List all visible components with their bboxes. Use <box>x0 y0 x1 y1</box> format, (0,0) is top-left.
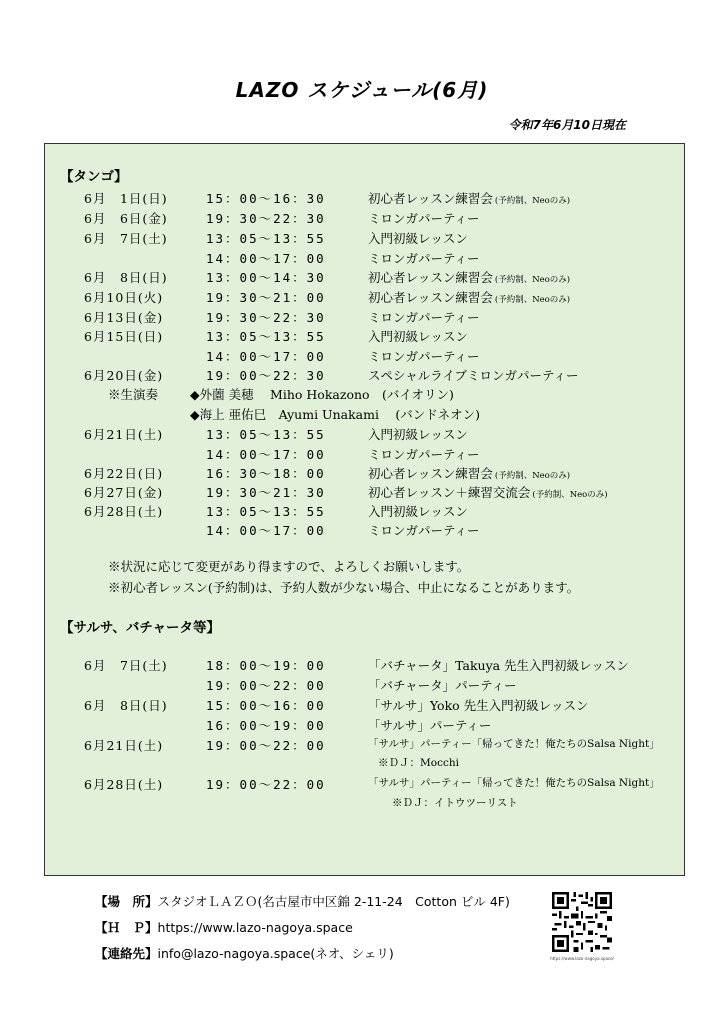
row-date: 6月 7日(土) <box>84 231 168 246</box>
row-date: 6月 1日(日) <box>84 191 168 206</box>
row-time: 19：30〜22：30 <box>206 211 326 226</box>
table-row <box>0 656 724 675</box>
row-event: ミロンガパーティー <box>368 349 480 364</box>
performer-row <box>0 385 724 404</box>
table-row <box>0 676 724 695</box>
row-time: 14：00〜17：00 <box>206 349 326 364</box>
row-time: 19：30〜21：30 <box>206 485 326 500</box>
row-time: 13：05〜13：55 <box>206 427 326 442</box>
table-row <box>0 189 724 208</box>
salsa-heading: 【サルサ、バチャータ等】 <box>60 620 220 636</box>
row-event: 初心者レッスン練習会 (予約制、Neoのみ) <box>368 191 571 206</box>
table-row <box>0 229 724 248</box>
row-time: 15：00〜16：30 <box>206 191 326 206</box>
table-row <box>0 775 724 794</box>
table-row <box>0 327 724 346</box>
row-date: 6月 6日(金) <box>84 211 168 226</box>
row-date: 6月28日(土) <box>84 777 164 792</box>
row-date: 6月21日(土) <box>84 738 164 753</box>
table-row <box>0 736 724 755</box>
row-time: 13：05〜13：55 <box>206 231 326 246</box>
footer-hp <box>95 918 353 936</box>
row-time: 16：30〜18：00 <box>206 466 326 481</box>
hp-link[interactable]: https://www.lazo-nagoya.space <box>157 920 353 935</box>
dj-credit: ※ＤＪ：イトウツーリスト <box>392 797 518 809</box>
row-note: (予約制、Neoのみ) <box>494 196 571 206</box>
performer: ◆外薗 美穂 Miho Hokazono (バイオリン) <box>190 387 454 402</box>
row-date: 6月28日(土) <box>84 504 164 519</box>
row-date: 6月10日(火) <box>84 290 164 305</box>
row-note: (予約制、Neoのみ) <box>494 295 571 305</box>
place-value: スタジオＬＡＺＯ(名古屋市中区錦 2-11-24 Cotton ビル 4F) <box>157 894 510 909</box>
row-event: 入門初級レッスン <box>368 329 468 344</box>
row-event: 「サルサ」Yoko 先生入門初級レッスン <box>368 698 589 713</box>
row-date: 6月 8日(日) <box>84 698 168 713</box>
row-event: 初心者レッスン練習会 (予約制、Neoのみ) <box>368 290 571 305</box>
table-row <box>0 249 724 268</box>
row-event: ミロンガパーティー <box>368 251 480 266</box>
performer-row <box>0 405 724 424</box>
footer-place <box>95 892 510 910</box>
row-date: 6月15日(日) <box>84 329 164 344</box>
qr-code-icon[interactable] <box>552 892 612 952</box>
row-time: 13：05〜13：55 <box>206 329 326 344</box>
row-time: 13：05〜13：55 <box>206 504 326 519</box>
table-row <box>0 502 724 521</box>
row-event: 「バチャータ」パーティー <box>368 678 517 693</box>
row-date: 6月20日(金) <box>84 368 164 383</box>
row-event: 「サルサ」パーティー「帰ってきた！俺たちのSalsa Night」 <box>368 777 660 789</box>
row-event: 入門初級レッスン <box>368 504 468 519</box>
dj-row <box>0 795 724 814</box>
table-row <box>0 209 724 228</box>
row-event: ミロンガパーティー <box>368 447 480 462</box>
row-date: 6月21日(土) <box>84 427 164 442</box>
table-row <box>0 288 724 307</box>
row-event: 「バチャータ」Takuya 先生入門初級レッスン <box>368 658 629 673</box>
row-time: 18：00〜19：00 <box>206 658 326 673</box>
table-row <box>0 308 724 327</box>
row-note: (予約制、Neoのみ) <box>494 471 571 481</box>
row-note: (予約制、Neoのみ) <box>532 490 608 500</box>
row-event: 初心者レッスン練習会 (予約制、Neoのみ) <box>368 270 571 285</box>
performer: ◆海上 亜佑巳 Ayumi Unakami (バンドネオン) <box>190 407 481 422</box>
row-date: 6月 8日(日) <box>84 270 168 285</box>
row-event: 初心者レッスン＋練習交流会 (予約制、Neoのみ) <box>368 485 608 500</box>
row-time: 14：00〜17：00 <box>206 523 326 538</box>
row-time: 19：30〜21：00 <box>206 290 326 305</box>
contact-email[interactable]: info@lazo-nagoya.space(ネオ、シェリ) <box>157 946 394 961</box>
dj-row <box>0 755 724 774</box>
row-time: 19：00〜22：30 <box>206 368 326 383</box>
footer-contact <box>95 944 394 962</box>
table-row <box>0 347 724 366</box>
contact-label: 【連絡先】 <box>95 946 158 961</box>
row-time: 15：00〜16：00 <box>206 698 326 713</box>
table-row <box>0 464 724 483</box>
row-time: 13：00〜14：30 <box>206 270 326 285</box>
performers-label: ※生演奏 <box>108 387 159 402</box>
remark: ※状況に応じて変更があり得ますので、よろしくお願いします。 <box>108 559 470 574</box>
row-time: 19：00〜22：00 <box>206 738 326 753</box>
page-title: LAZO スケジュール(6月) <box>235 78 489 102</box>
hp-label: 【Ｈ Ｐ】 <box>95 920 158 935</box>
row-time: 19：30〜22：30 <box>206 310 326 325</box>
row-event: 入門初級レッスン <box>368 427 468 442</box>
dj-credit: ※ＤＪ：Mocchi <box>378 757 459 769</box>
row-date: 6月 7日(土) <box>84 658 168 673</box>
row-time: 19：00〜22：00 <box>206 777 326 792</box>
table-row <box>0 716 724 735</box>
place-label: 【場 所】 <box>95 894 158 909</box>
row-time: 14：00〜17：00 <box>206 251 326 266</box>
row-event: スペシャルライブミロンガパーティー <box>368 368 579 383</box>
row-date: 6月13日(金) <box>84 310 164 325</box>
row-event: 「サルサ」パーティー <box>368 718 492 733</box>
row-event: ミロンガパーティー <box>368 310 480 325</box>
as-of-date: 令和7年6月10日現在 <box>508 118 626 132</box>
row-event: ミロンガパーティー <box>368 523 480 538</box>
table-row <box>0 268 724 287</box>
row-time: 16：00〜19：00 <box>206 718 326 733</box>
row-date: 6月22日(日) <box>84 466 164 481</box>
row-event: 初心者レッスン練習会 (予約制、Neoのみ) <box>368 466 571 481</box>
qr-caption: https://www.lazo-nagoya.space/ <box>550 956 614 961</box>
table-row <box>0 521 724 540</box>
table-row <box>0 483 724 502</box>
remark: ※初心者レッスン(予約制)は、予約人数が少ない場合、中止になることがあります。 <box>108 580 580 595</box>
row-time: 19：00〜22：00 <box>206 678 326 693</box>
row-time: 14：00〜17：00 <box>206 447 326 462</box>
row-date: 6月27日(金) <box>84 485 164 500</box>
table-row <box>0 445 724 464</box>
tango-heading: 【タンゴ】 <box>60 169 128 185</box>
row-event: ミロンガパーティー <box>368 211 480 226</box>
table-row <box>0 425 724 444</box>
row-event: 「サルサ」パーティー「帰ってきた！俺たちのSalsa Night」 <box>368 738 660 750</box>
row-event: 入門初級レッスン <box>368 231 468 246</box>
row-note: (予約制、Neoのみ) <box>494 275 571 285</box>
table-row <box>0 696 724 715</box>
table-row <box>0 366 724 385</box>
